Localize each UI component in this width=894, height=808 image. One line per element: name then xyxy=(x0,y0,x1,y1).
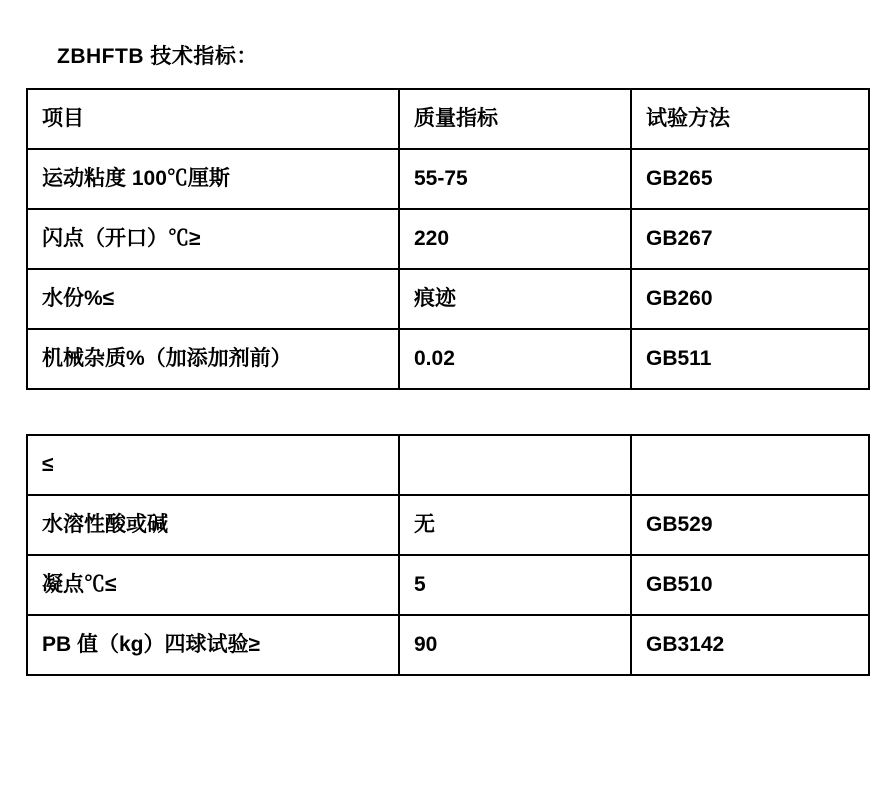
cell-item: 水溶性酸或碱 xyxy=(27,495,399,555)
table-header-row xyxy=(27,89,869,149)
column-header-value: 质量指标 xyxy=(399,89,631,149)
cell-method: GB529 xyxy=(631,495,869,555)
cell-method: GB511 xyxy=(631,329,869,389)
primary-spec-table xyxy=(26,88,870,390)
table-row xyxy=(27,329,869,389)
secondary-spec-table xyxy=(26,434,870,676)
cell-method: GB265 xyxy=(631,149,869,209)
cell-item: 凝点℃≤ xyxy=(27,555,399,615)
cell-item: 机械杂质%（加添加剂前） xyxy=(27,329,399,389)
cell-method: GB3142 xyxy=(631,615,869,675)
table-row xyxy=(27,269,869,329)
table-row xyxy=(27,495,869,555)
column-header-method: 试验方法 xyxy=(631,89,869,149)
cell-method: GB260 xyxy=(631,269,869,329)
cell-value: 55-75 xyxy=(399,149,631,209)
cell-method: GB510 xyxy=(631,555,869,615)
page-title: ZBHFTB 技术指标： xyxy=(57,45,258,68)
cell-value: 痕迹 xyxy=(399,269,631,329)
cell-value: 90 xyxy=(399,615,631,675)
table-row xyxy=(27,555,869,615)
cell-item: PB 值（kg）四球试验≥ xyxy=(27,615,399,675)
cell-value: 5 xyxy=(399,555,631,615)
cell-value: 0.02 xyxy=(399,329,631,389)
column-header-item: 项目 xyxy=(27,89,399,149)
cell-value: 无 xyxy=(399,495,631,555)
cell-method: GB267 xyxy=(631,209,869,269)
table-header-row xyxy=(27,435,869,495)
cell-item: 水份%≤ xyxy=(27,269,399,329)
table-row xyxy=(27,149,869,209)
cell-item: 运动粘度 100℃厘斯 xyxy=(27,149,399,209)
cell-item: 闪点（开口）℃≥ xyxy=(27,209,399,269)
table-row xyxy=(27,615,869,675)
column-header-item: ≤ xyxy=(27,435,399,495)
column-header-value xyxy=(399,435,631,495)
table-row xyxy=(27,209,869,269)
cell-value: 220 xyxy=(399,209,631,269)
column-header-method xyxy=(631,435,869,495)
